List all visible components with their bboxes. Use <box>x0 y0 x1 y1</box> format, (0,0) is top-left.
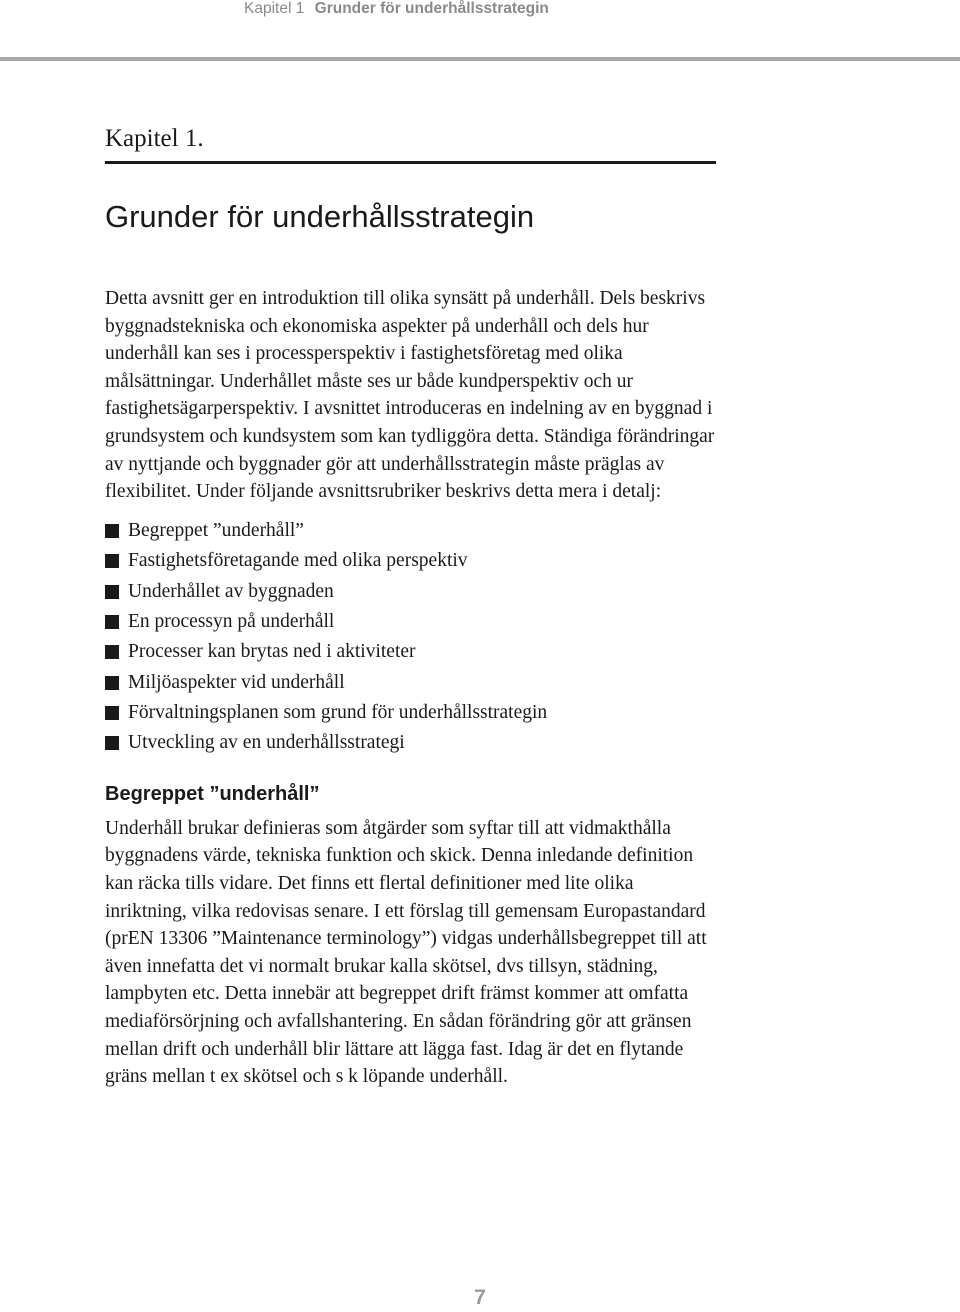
page-number: 7 <box>474 1286 486 1309</box>
topic-list-item <box>105 516 717 546</box>
topic-label: Processer kan brytas ned i aktiviteter <box>128 641 416 663</box>
topic-list-item <box>105 728 717 758</box>
chapter-label: Kapitel 1. <box>105 125 204 152</box>
topic-label: Begreppet ”underhåll” <box>128 519 304 541</box>
topic-label: Fastighetsföretagande med olika perspektiv <box>128 550 468 572</box>
chapter-title: Grunder för underhållsstrategin <box>105 199 535 234</box>
square-bullet-icon <box>105 676 119 690</box>
square-bullet-icon <box>105 706 119 720</box>
topic-list <box>105 516 717 759</box>
square-bullet-icon <box>105 615 119 629</box>
running-header-title: Grunder för underhållsstrategin <box>314 0 549 17</box>
square-bullet-icon <box>105 554 119 568</box>
running-header <box>0 0 960 61</box>
topic-list-item <box>105 637 717 667</box>
topic-list-item <box>105 577 717 607</box>
running-header-chapter: Kapitel 1 <box>244 0 305 17</box>
topic-label: Förvaltningsplanen som grund för underhållsstrategin <box>128 702 548 724</box>
topic-label: En processyn på underhåll <box>128 610 335 632</box>
topic-list-item <box>105 546 717 576</box>
topic-label: Miljöaspekter vid underhåll <box>128 671 345 693</box>
square-bullet-icon <box>105 524 119 538</box>
topic-label: Underhållet av byggnaden <box>128 580 334 602</box>
square-bullet-icon <box>105 585 119 599</box>
intro-paragraph: Detta avsnitt ger en introduktion till olika synsätt på underhåll. Dels beskrivs byggnadstekniska och ekonomiska aspekter på underhåll och dels hur underhåll kan ses i processperspektiv i fastighetsföretag med olika målsättningar. Underhållet måste ses ur både kundperspektiv och ur fastighetsägarperspektiv. I avsnittet introduceras en indelning av en byggnad i grundsystem och kundsystem som kan tydliggöra detta. Ständiga förändringar av nyttjande och byggnader gör att underhållsstrategin måste präglas av flexibilitet. Under följande avsnittsrubriker beskrivs detta mera i detalj: <box>105 288 715 503</box>
main-content <box>105 285 717 1091</box>
square-bullet-icon <box>105 736 119 750</box>
section-body: Underhåll brukar definieras som åtgärder som syftar till att vidmakthålla byggnadens värde, tekniska funktion och skick. Denna inledande definition kan räcka tills vidare. Det finns ett flertal definitioner med lite olika inriktning, vilka redovisas senare. I ett förslag till gemensam Europastandard (prEN 13306 ”Maintenance terminology”) vidgas underhållsbegreppet till att även innefatta det vi normalt brukar kalla skötsel, dvs tillsyn, städning, lampbyten etc. Detta innebär att begreppet drift främst kommer att omfatta mediaförsörjning och avfallshantering. En sådan förändring gör att gränsen mellan drift och underhåll blir lättare att lägga fast. Idag är det en flytande gräns mellan t ex skötsel och s k löpande underhåll. <box>105 817 707 1088</box>
section-heading: Begreppet ”underhåll” <box>105 782 320 805</box>
topic-list-item <box>105 607 717 637</box>
topic-list-item <box>105 668 717 698</box>
topic-label: Utveckling av en underhållsstrategi <box>128 732 405 754</box>
running-header-text <box>244 0 549 18</box>
topic-list-item <box>105 698 717 728</box>
chapter-rule <box>105 161 716 164</box>
square-bullet-icon <box>105 645 119 659</box>
